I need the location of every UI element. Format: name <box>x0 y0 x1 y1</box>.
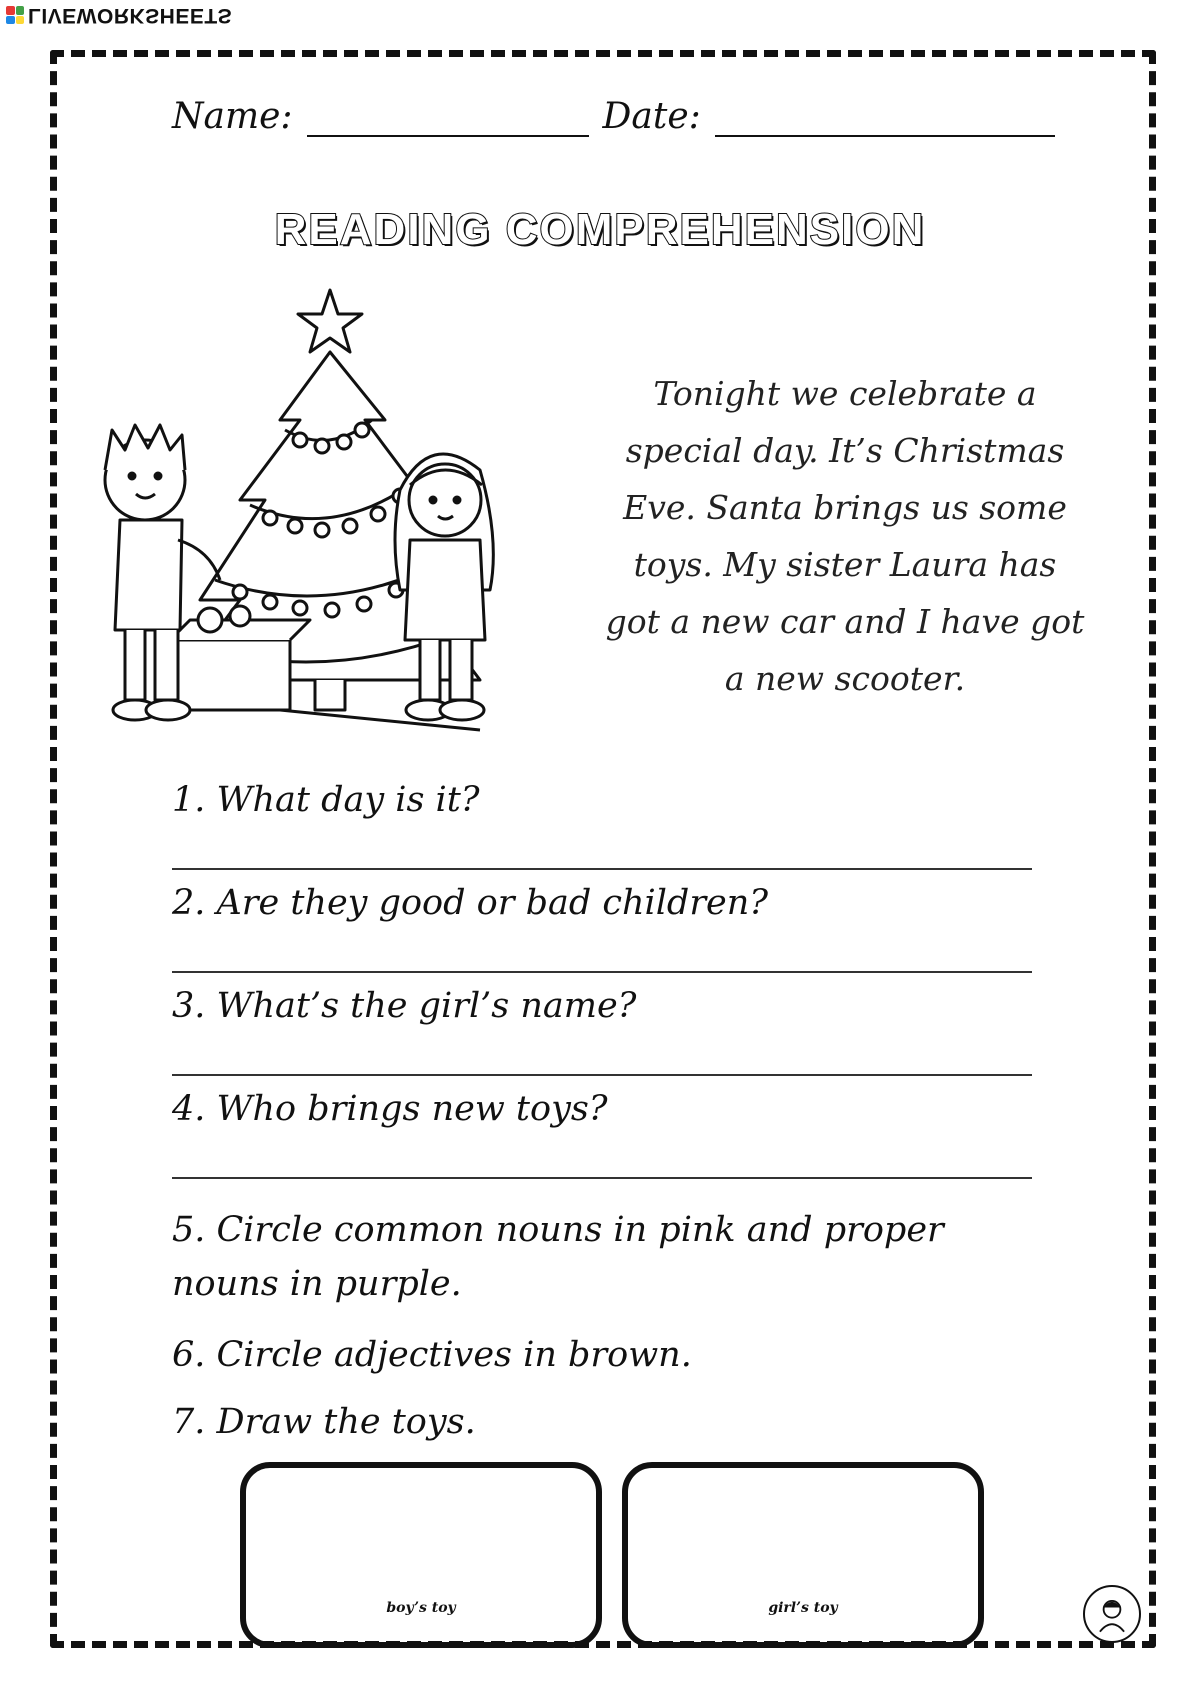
draw-box-label: boy’s toy <box>386 1600 456 1616</box>
teacher-avatar-stamp-icon <box>1083 1585 1141 1643</box>
christmas-tree-children-icon <box>100 280 580 740</box>
brand-name: LIVEWORKSHEETS <box>28 4 233 27</box>
story-text: Tonight we celebrate a special day. It’s Christmas Eve. Santa brings us some toys. My sister Laura has got a new car and I have got a new scooter. <box>605 374 1085 698</box>
draw-box-label: girl’s toy <box>768 1600 838 1616</box>
question-1: 1. What day is it? <box>172 780 480 820</box>
answer-line-4[interactable] <box>172 1177 1032 1179</box>
name-label: Name: <box>172 96 293 137</box>
question-5: 5. Circle common nouns in pink and proper nouns in purple. <box>172 1210 944 1304</box>
question-6: 6. Circle adjectives in brown. <box>172 1335 692 1375</box>
name-date-row <box>172 96 1055 137</box>
question-4: 4. Who brings new toys? <box>172 1089 608 1129</box>
draw-box-girls-toy[interactable] <box>622 1462 984 1648</box>
answer-line-3[interactable] <box>172 1074 1032 1076</box>
page-title: READING COMPREHENSION <box>274 205 926 254</box>
date-label: Date: <box>602 96 701 137</box>
brand-logo <box>6 2 232 28</box>
draw-box-boys-toy[interactable] <box>240 1462 602 1648</box>
name-blank[interactable] <box>307 101 589 137</box>
answer-line-2[interactable] <box>172 971 1032 973</box>
date-blank[interactable] <box>715 101 1055 137</box>
question-3: 3. What’s the girl’s name? <box>172 986 637 1026</box>
question-7: 7. Draw the toys. <box>172 1402 476 1442</box>
liveworksheets-grid-icon <box>6 6 24 24</box>
answer-line-1[interactable] <box>172 868 1032 870</box>
question-2: 2. Are they good or bad children? <box>172 883 769 923</box>
